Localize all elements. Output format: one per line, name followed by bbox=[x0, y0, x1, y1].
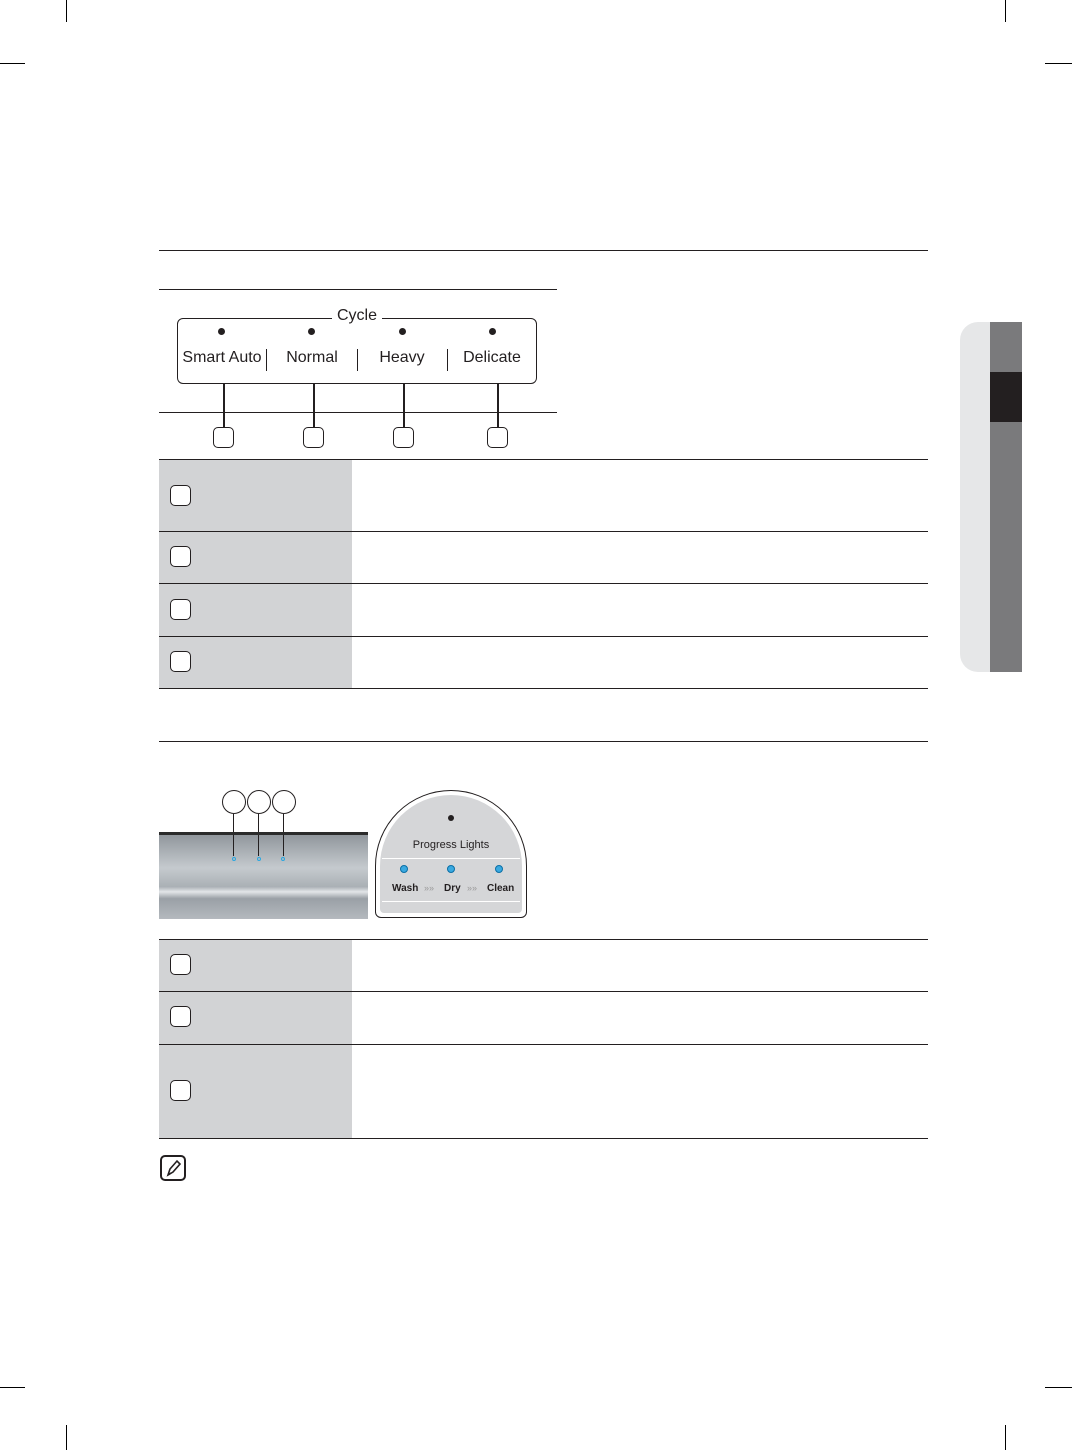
crop-mark bbox=[0, 63, 25, 64]
wash-indicator-icon bbox=[400, 865, 408, 873]
progress-stage-clean: Clean bbox=[487, 883, 515, 894]
numbered-callout-icon bbox=[170, 651, 191, 672]
numbered-callout-icon bbox=[393, 427, 414, 448]
numbered-callout-icon bbox=[222, 790, 246, 814]
crop-mark bbox=[66, 1425, 67, 1450]
cycle-panel-title: Cycle bbox=[332, 307, 382, 325]
numbered-callout-icon bbox=[170, 599, 191, 620]
numbered-callout-icon bbox=[170, 546, 191, 567]
numbered-callout-icon bbox=[247, 790, 271, 814]
dishwasher-door-photo bbox=[159, 834, 368, 919]
progress-lights-dial bbox=[375, 790, 527, 918]
table-row-description bbox=[364, 992, 928, 1044]
numbered-callout-icon bbox=[170, 1080, 191, 1101]
progress-stage-dry: Dry bbox=[444, 883, 461, 894]
progress-led-clean bbox=[281, 857, 285, 861]
dry-indicator-icon bbox=[447, 865, 455, 873]
cycle-illustration-top-rule bbox=[159, 289, 557, 290]
cycle-indicator-dot bbox=[399, 328, 406, 335]
crop-mark bbox=[1005, 1425, 1006, 1450]
callout-leader bbox=[283, 835, 284, 856]
table-row-description bbox=[364, 460, 928, 531]
table-row-description bbox=[364, 584, 928, 636]
numbered-callout-icon bbox=[170, 954, 191, 975]
table-row bbox=[159, 584, 928, 636]
callout-leader bbox=[233, 835, 234, 856]
progress-lights-divider bbox=[382, 901, 520, 902]
numbered-callout-icon bbox=[170, 1006, 191, 1027]
note-pencil-icon bbox=[160, 1155, 186, 1181]
callout-leader bbox=[313, 384, 315, 427]
table-row-description bbox=[364, 532, 928, 583]
numbered-callout-icon bbox=[272, 790, 296, 814]
cycle-option-normal: Normal bbox=[286, 349, 338, 366]
crop-mark bbox=[0, 1387, 25, 1388]
cycle-indicator-dot bbox=[308, 328, 315, 335]
cycle-option-delicate: Delicate bbox=[463, 349, 521, 366]
clean-indicator-icon bbox=[495, 865, 503, 873]
table-row bbox=[159, 460, 928, 531]
cycle-separator bbox=[447, 349, 448, 371]
table-row-description bbox=[364, 940, 928, 991]
numbered-callout-icon bbox=[487, 427, 508, 448]
numbered-callout-icon bbox=[170, 485, 191, 506]
progress-indicator-dot bbox=[448, 815, 454, 821]
cycle-option-smart-auto: Smart Auto bbox=[182, 349, 262, 366]
crop-mark bbox=[66, 0, 67, 22]
progress-led-wash bbox=[232, 857, 236, 861]
numbered-callout-icon bbox=[213, 427, 234, 448]
progress-lights-face bbox=[380, 795, 522, 913]
crop-mark bbox=[1045, 1387, 1072, 1388]
table-rule bbox=[159, 1138, 928, 1139]
numbered-callout-icon bbox=[303, 427, 324, 448]
section-rule bbox=[159, 250, 928, 251]
section-rule bbox=[159, 741, 928, 742]
cycle-indicator-dot bbox=[489, 328, 496, 335]
table-row-description bbox=[364, 637, 928, 688]
table-rule bbox=[159, 688, 928, 689]
table-row bbox=[159, 1045, 928, 1138]
progress-lights-divider bbox=[382, 858, 520, 859]
table-row bbox=[159, 637, 928, 688]
callout-leader bbox=[403, 384, 405, 427]
table-row bbox=[159, 532, 928, 583]
crop-mark bbox=[1045, 63, 1072, 64]
arrow-icon: »» bbox=[467, 883, 478, 893]
table-row-description bbox=[364, 1045, 928, 1138]
dishwasher-door-edge bbox=[159, 832, 368, 835]
callout-leader bbox=[497, 384, 499, 427]
cycle-option-heavy: Heavy bbox=[379, 349, 425, 366]
section-side-tab-active bbox=[990, 372, 1022, 422]
crop-mark bbox=[1005, 0, 1006, 22]
arrow-icon: »» bbox=[424, 883, 435, 893]
cycle-separator bbox=[357, 349, 358, 371]
progress-lights-title: Progress Lights bbox=[412, 839, 490, 851]
cycle-indicator-dot bbox=[218, 328, 225, 335]
progress-stage-wash: Wash bbox=[392, 883, 419, 894]
callout-leader bbox=[223, 384, 225, 427]
callout-leader bbox=[258, 835, 259, 856]
progress-led-dry bbox=[257, 857, 261, 861]
table-row bbox=[159, 940, 928, 991]
cycle-separator bbox=[266, 349, 267, 371]
table-row bbox=[159, 992, 928, 1044]
